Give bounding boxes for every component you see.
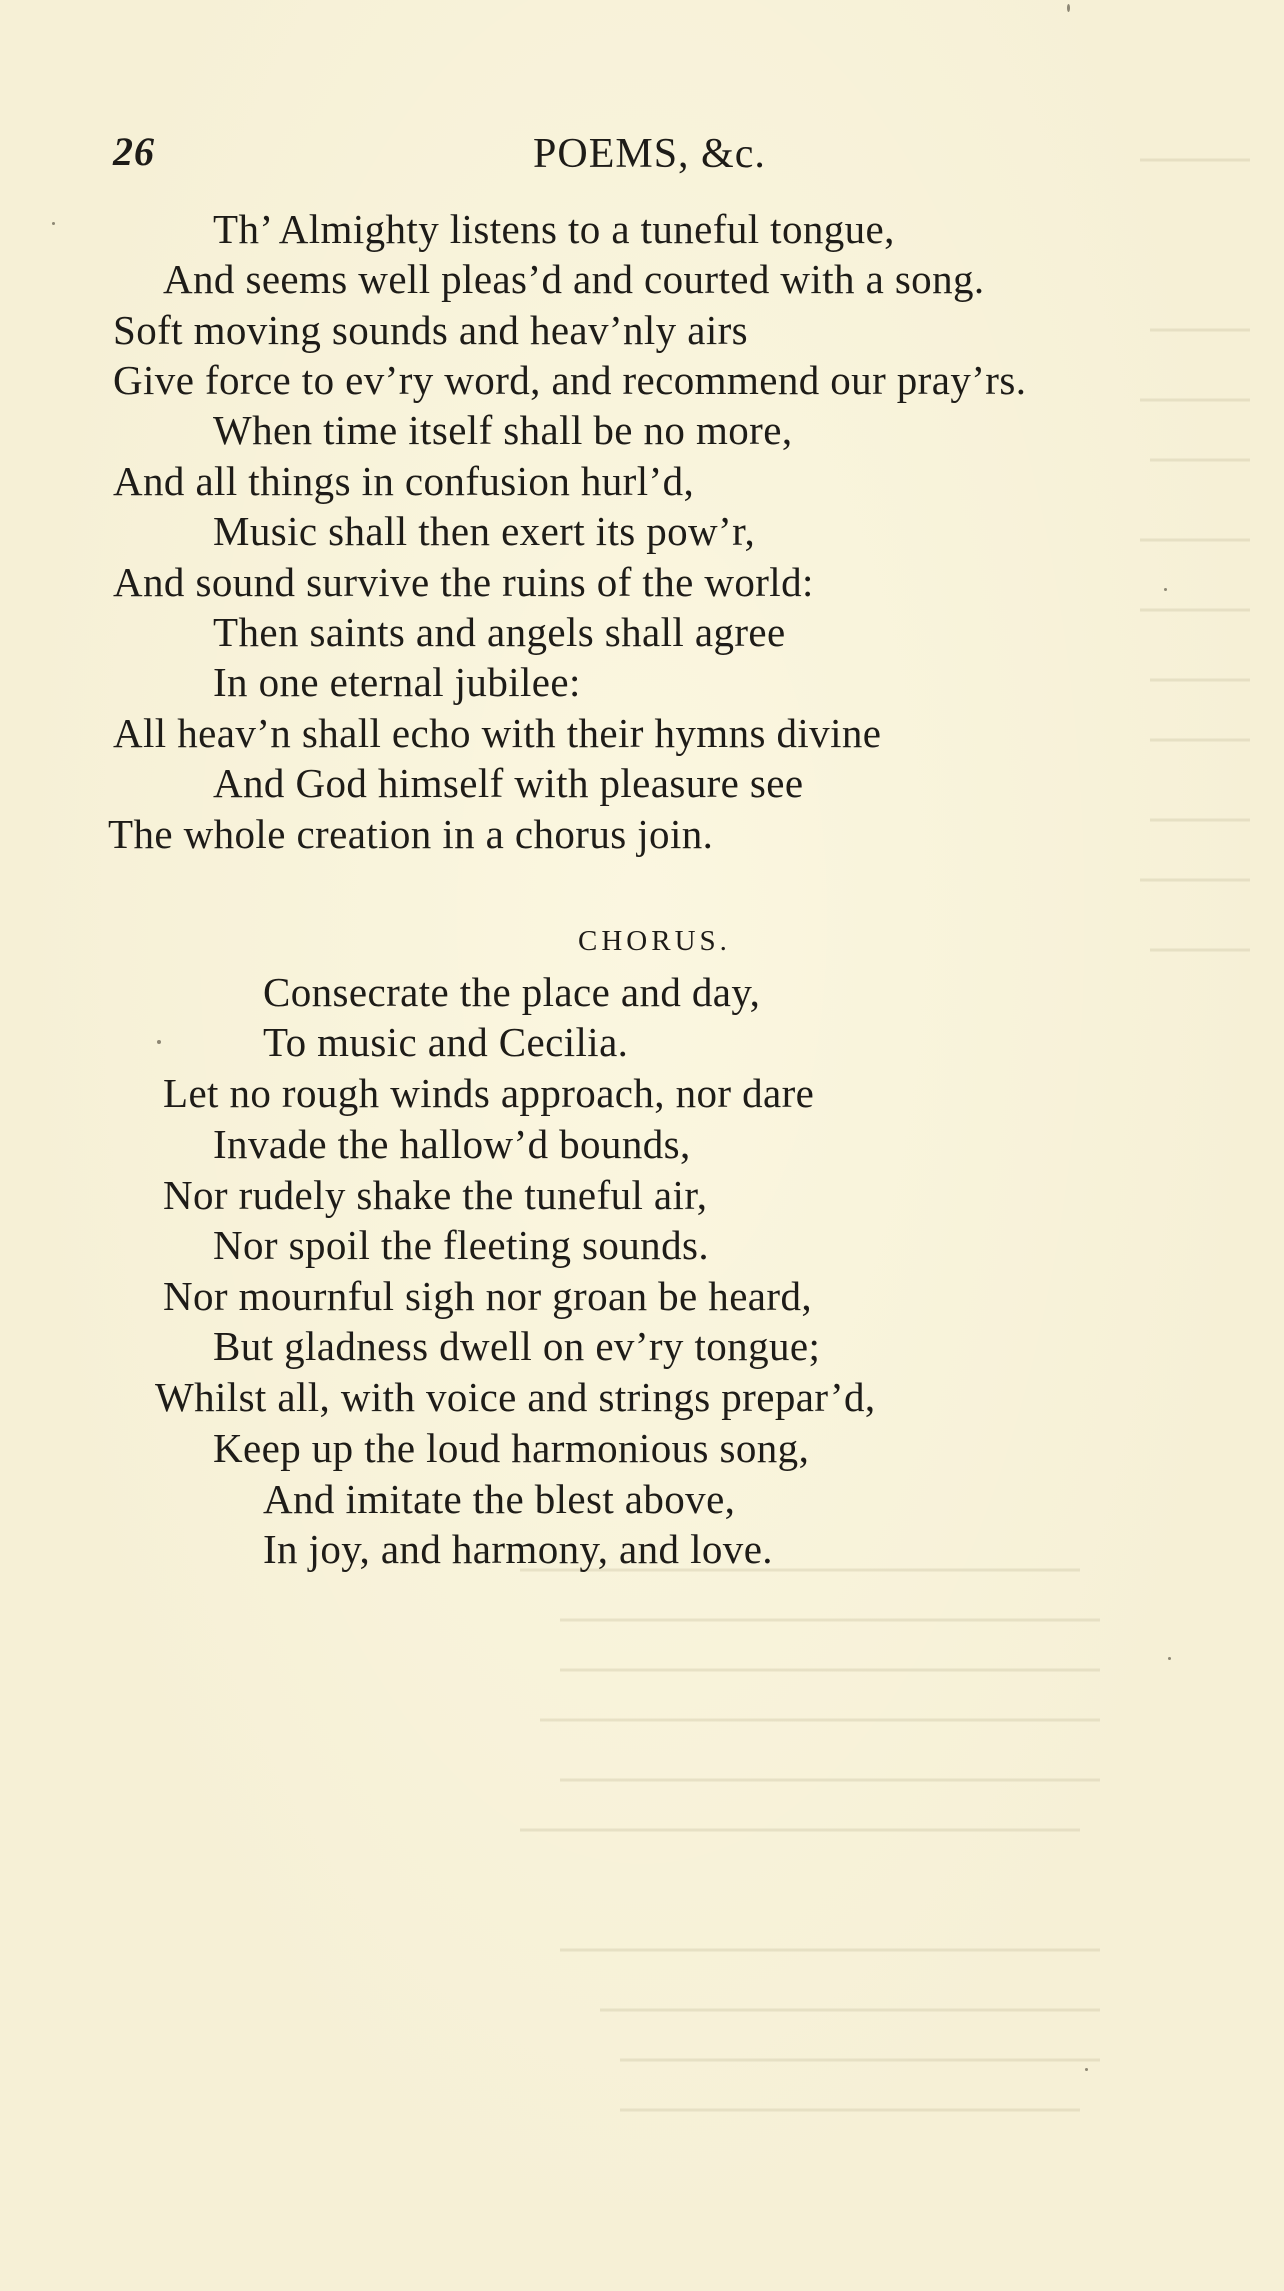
poem-line: When time itself shall be no more, [213,407,793,453]
poem-line: Soft moving sounds and heav’nly airs [113,307,749,353]
poem-line: The whole creation in a chorus join. [108,811,714,857]
poem-line: Music shall then exert its pow’r, [213,508,756,554]
chorus-line: And imitate the blest above, [263,1476,736,1522]
ink-speck [1085,2068,1088,2071]
chorus-line: Invade the hallow’d bounds, [213,1121,691,1167]
chorus-line: But gladness dwell on ev’ry tongue; [213,1323,821,1369]
ink-speck [157,1040,161,1044]
page-number: 26 [113,129,155,174]
ink-speck [1164,588,1167,591]
poem-line: Th’ Almighty listens to a tuneful tongue, [213,206,895,252]
poem-line: In one eternal jubilee: [213,659,581,705]
chorus-line: Nor rudely shake the tuneful air, [163,1172,708,1218]
chorus-line: Whilst all, with voice and strings prepar’d, [155,1374,876,1420]
poem-line: All heav’n shall echo with their hymns divine [113,710,882,756]
poem-line: And seems well pleas’d and courted with a song. [163,256,985,302]
chorus-line: Keep up the loud harmonious song, [213,1425,810,1471]
ink-speck [52,222,55,225]
chorus-line: Consecrate the place and day, [263,969,761,1015]
poem-line: Then saints and angels shall agree [213,609,786,655]
ink-speck [1168,1657,1171,1660]
chorus-line: Let no rough winds approach, nor dare [163,1070,815,1116]
poem-line: And sound survive the ruins of the world: [113,559,814,605]
chorus-heading: CHORUS. [578,925,731,957]
chorus-line: Nor mournful sigh nor groan be heard, [163,1273,812,1319]
poem-line: And God himself with pleasure see [213,760,804,806]
running-title: POEMS, &c. [533,131,766,177]
chorus-line: In joy, and harmony, and love. [263,1526,773,1572]
poem-line: Give force to ev’ry word, and recommend our pray’rs. [113,357,1027,403]
chorus-line: To music and Cecilia. [263,1019,629,1065]
poem-line: And all things in confusion hurl’d, [113,458,695,504]
page-header [0,128,1284,188]
ink-speck [1067,4,1070,12]
chorus-line: Nor spoil the fleeting sounds. [213,1222,709,1268]
